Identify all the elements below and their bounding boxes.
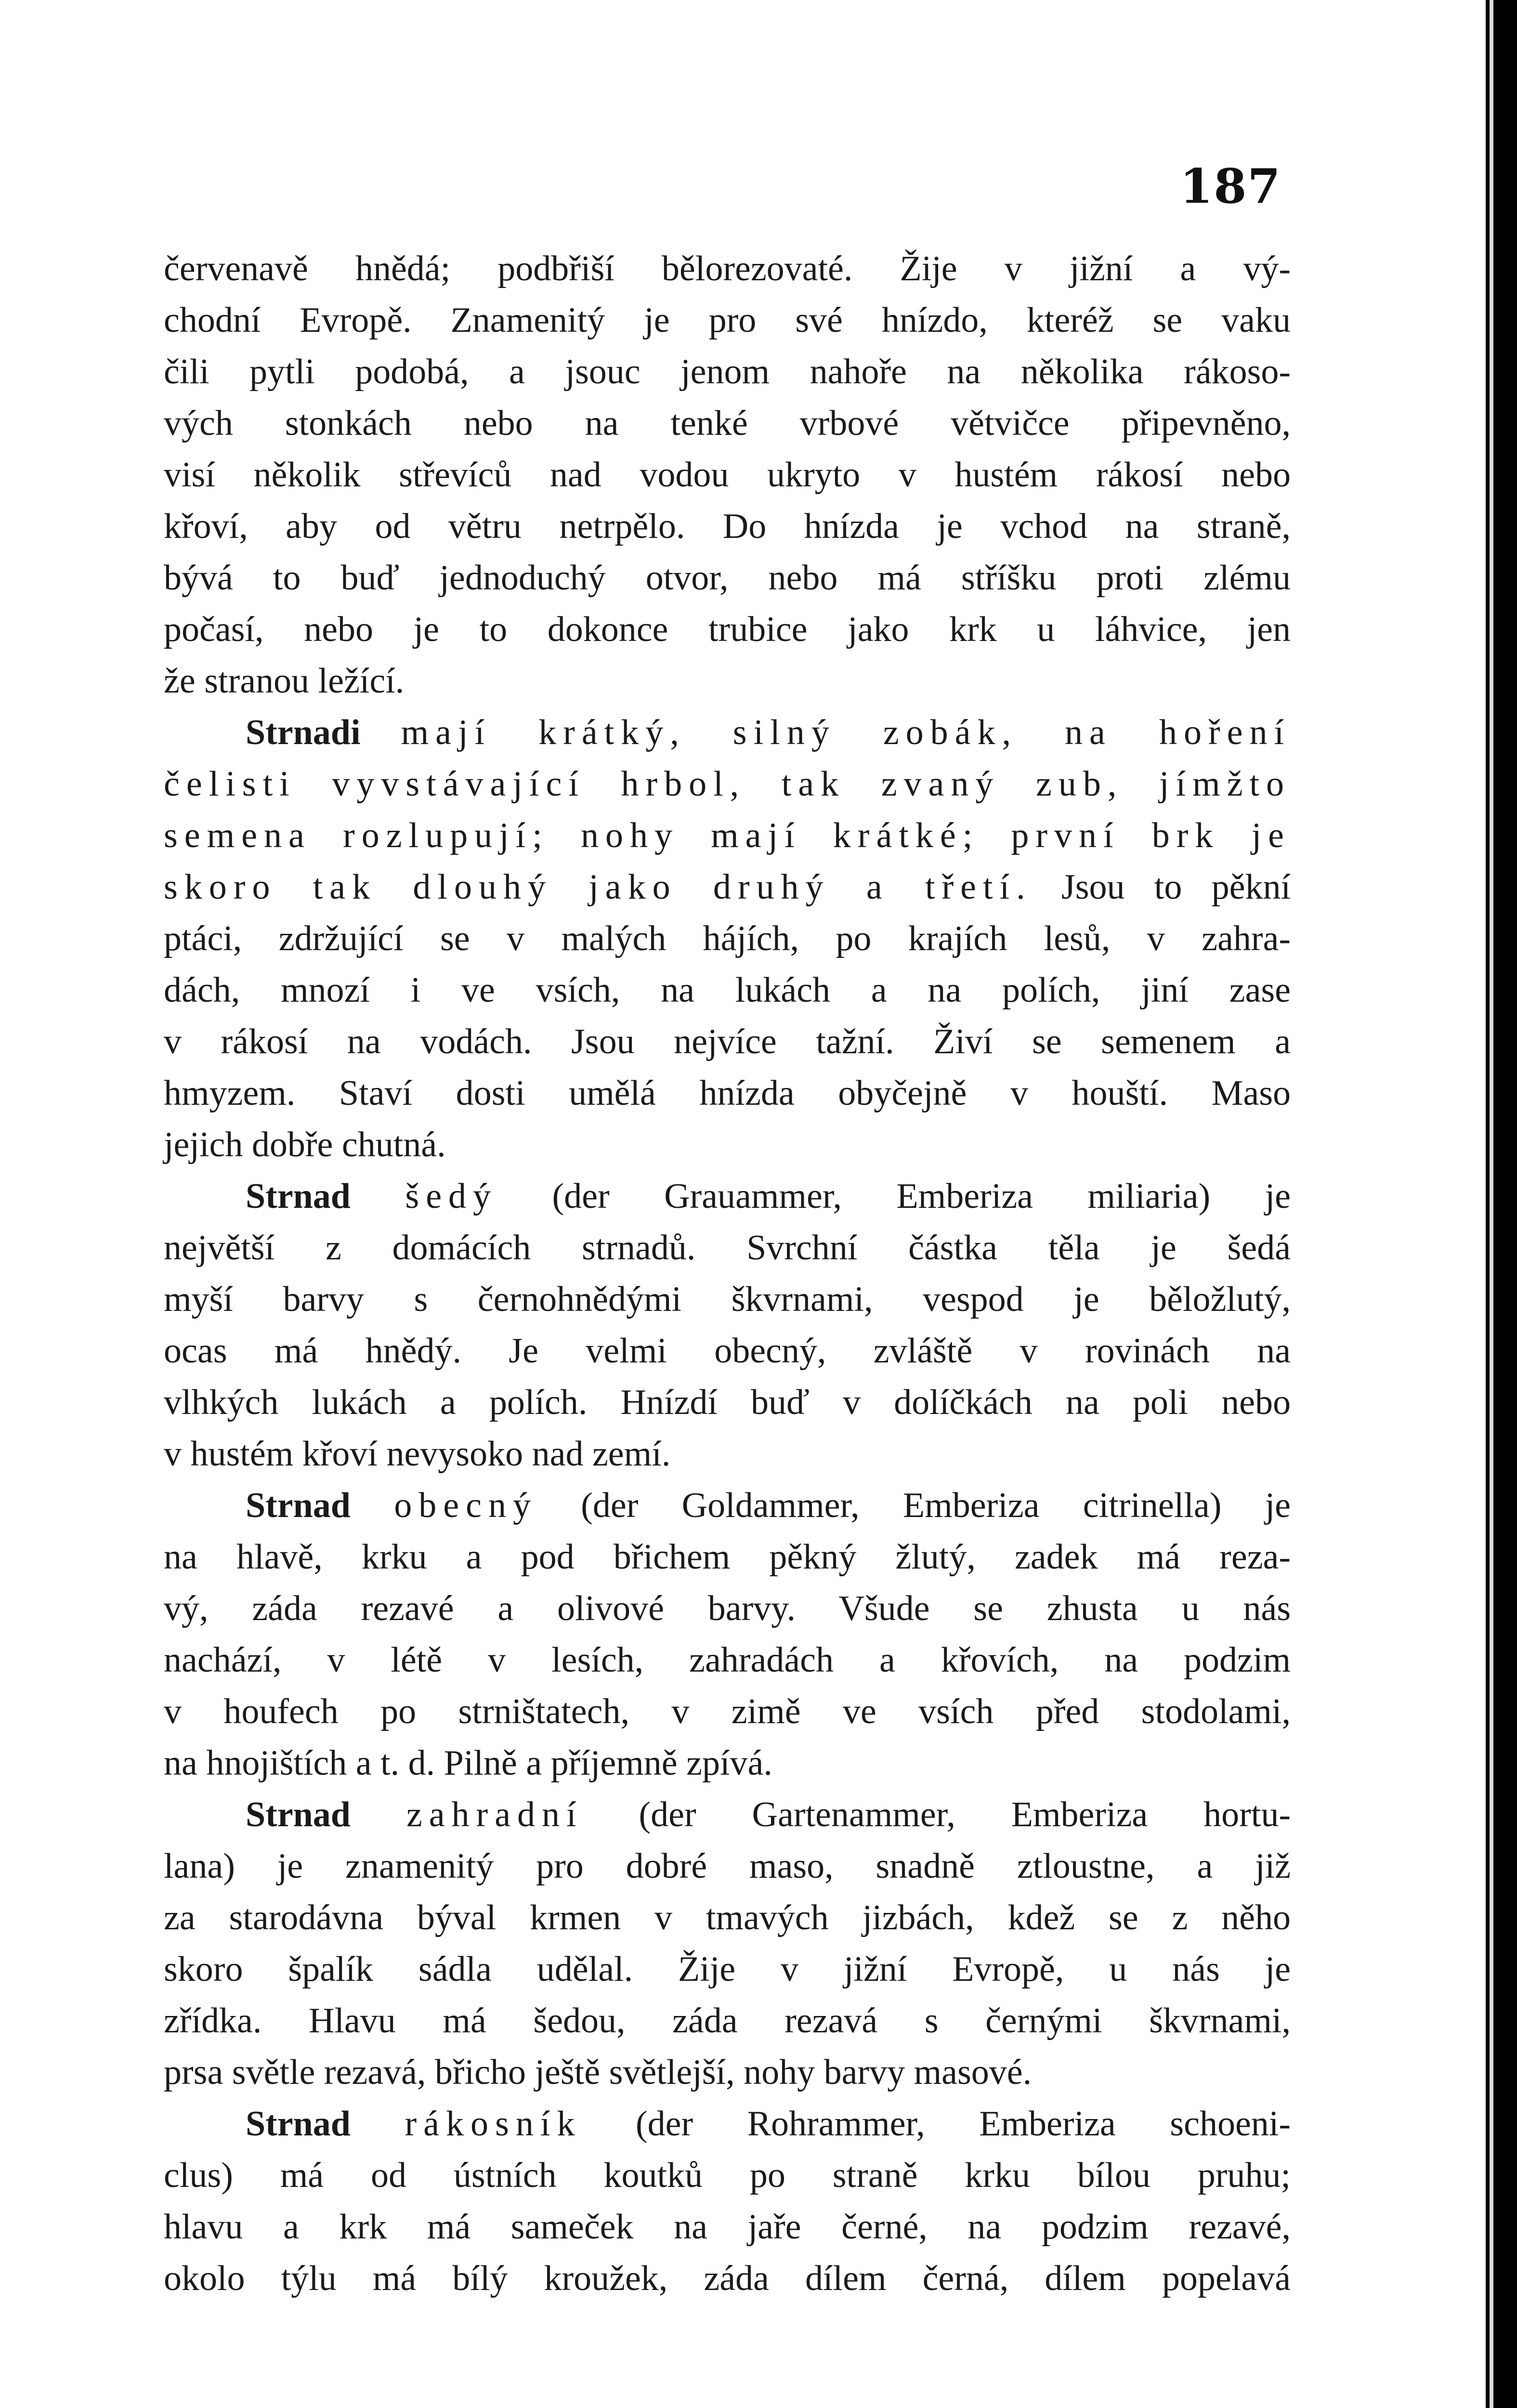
paragraph-strnadi-line (164, 862, 1291, 913)
text-fragment: Jsou to pěkní (1061, 867, 1291, 907)
paragraph-sedy-line: myší barvy s černohnědými škvrnami, vespod je běložlutý, (164, 1280, 1291, 1319)
text-fragment: (der Gartenammer, Emberiza hortu- (639, 1795, 1291, 1834)
term-heading: Strnad (246, 2104, 351, 2144)
spaced-text: skoro tak dlouhý jako druhý a třetí. (164, 867, 1032, 907)
paragraph-sedy-line: ocas má hnědý. Je velmi obecný, zvláště v rovinách na (164, 1331, 1291, 1371)
text-line: červenavě hnědá; podbřiší bělorezovaté. Žije v jižní a vý- (164, 249, 1291, 288)
paragraph-zahradni-line (164, 1789, 1291, 1841)
paragraph-sedy-line: v hustém křoví nevysoko nad zemí. (164, 1434, 671, 1474)
paragraph-obecny-line: vý, záda rezavé a olivové barvy. Všude se zhusta u nás (164, 1589, 1291, 1628)
paragraph-rakosnik-line (164, 2098, 1291, 2150)
paragraph-rakosnik-line: hlavu a krk má sameček na jaře černé, na podzim rezavé, (164, 2207, 1291, 2247)
paragraph-zahradni-line: lana) je znamenitý pro dobré maso, snadně ztloustne, a již (164, 1846, 1291, 1886)
paragraph-strnadi-line: jejich dobře chutná. (164, 1125, 446, 1165)
paragraph-strnadi-line: ptáci, zdržující se v malých hájích, po krajích lesů, v zahra- (164, 919, 1291, 958)
paragraph-strnadi-line: v rákosí na vodách. Jsou nejvíce tažní. Živí se semenem a (164, 1022, 1291, 1061)
text-line: že stranou ležící. (164, 661, 405, 701)
text-line: čili pytli podobá, a jsouc jenom nahoře na několika rákoso- (164, 352, 1291, 392)
species-name: zahradní (406, 1795, 583, 1834)
text-line: visí několik střevíců nad vodou ukryto v hustém rákosí nebo (164, 455, 1291, 495)
text-line: chodní Evropě. Znamenitý je pro své hnízdo, kteréž se vaku (164, 301, 1291, 340)
page-number: 187 (1180, 159, 1282, 214)
term-heading: Strnad (246, 1486, 351, 1525)
text-line: vých stonkách nebo na tenké vrbové větvičce připevněno, (164, 404, 1291, 443)
paragraph-zahradni-line: skoro špalík sádla udělal. Žije v jižní Evropě, u nás je (164, 1950, 1291, 1989)
text-fragment: (der Goldammer, Emberiza citrinella) je (581, 1486, 1291, 1525)
paragraph-strnadi-line: dách, mnozí i ve vsích, na lukách a na polích, jiní zase (164, 970, 1291, 1010)
paragraph-strnadi-line: hmyzem. Staví dosti umělá hnízda obyčejně v houští. Maso (164, 1073, 1291, 1113)
text-line: křoví, aby od větru netrpělo. Do hnízda je vchod na straně, (164, 507, 1291, 546)
text-line: bývá to buď jednoduchý otvor, nebo má stříšku proti zlému (164, 558, 1291, 598)
paragraph-obecny-line: na hnojištích a t. d. Pilně a příjemně zpívá. (164, 1743, 772, 1783)
text-fragment: (der Rohrammer, Emberiza schoeni- (635, 2104, 1291, 2144)
paragraph-strnadi-line: čelisti vyvstávající hrbol, tak zvaný zub, jímžto (164, 764, 1291, 804)
paragraph-rakosnik-line: okolo týlu má bílý kroužek, záda dílem černá, dílem popelavá (164, 2259, 1291, 2298)
paragraph-obecny-line: nachází, v létě v lesích, zahradách a křovích, na podzim (164, 1640, 1291, 1680)
page-edge-highlight (1490, 0, 1493, 2408)
term-heading: Strnadi (246, 713, 361, 752)
paragraph-sedy-line (164, 1171, 1291, 1222)
species-name: obecný (394, 1486, 537, 1525)
term-heading: Strnad (246, 1177, 351, 1216)
body-text (164, 243, 1291, 2304)
species-name: rákosník (405, 2104, 582, 2144)
paragraph-strnadi-line (164, 707, 1291, 759)
paragraph-zahradni-line: prsa světle rezavá, břicho ještě světlejší, nohy barvy masové. (164, 2053, 1032, 2092)
paragraph-obecny-line: na hlavě, krku a pod břichem pěkný žlutý, zadek má reza- (164, 1537, 1291, 1577)
paragraph-zahradni-line: zřídka. Hlavu má šedou, záda rezavá s černými škvrnami, (164, 2001, 1291, 2041)
paragraph-rakosnik-line: clus) má od ústních koutků po straně krku bílou pruhu; (164, 2156, 1291, 2195)
paragraph-obecny-line: v houfech po strništatech, v zimě ve vsích před stodolami, (164, 1692, 1291, 1731)
species-name: šedý (405, 1177, 498, 1216)
spaced-text: mají krátký, silný zobák, na hoření (401, 713, 1291, 752)
paragraph-zahradni-line: za starodávna býval krmen v tmavých jizbách, kdež se z něho (164, 1898, 1291, 1937)
term-heading: Strnad (246, 1795, 351, 1834)
paragraph-strnadi-line: semena rozlupují; nohy mají krátké; první brk je (164, 816, 1291, 855)
text-line: počasí, nebo je to dokonce trubice jako krk u láhvice, jen (164, 610, 1291, 649)
text-fragment: (der Grauammer, Emberiza miliaria) je (552, 1177, 1291, 1216)
paragraph-sedy-line: vlhkých lukách a polích. Hnízdí buď v dolíčkách na poli nebo (164, 1383, 1291, 1422)
paragraph-sedy-line: největší z domácích strnadů. Svrchní částka těla je šedá (164, 1228, 1291, 1268)
paragraph-obecny-line (164, 1480, 1291, 1531)
